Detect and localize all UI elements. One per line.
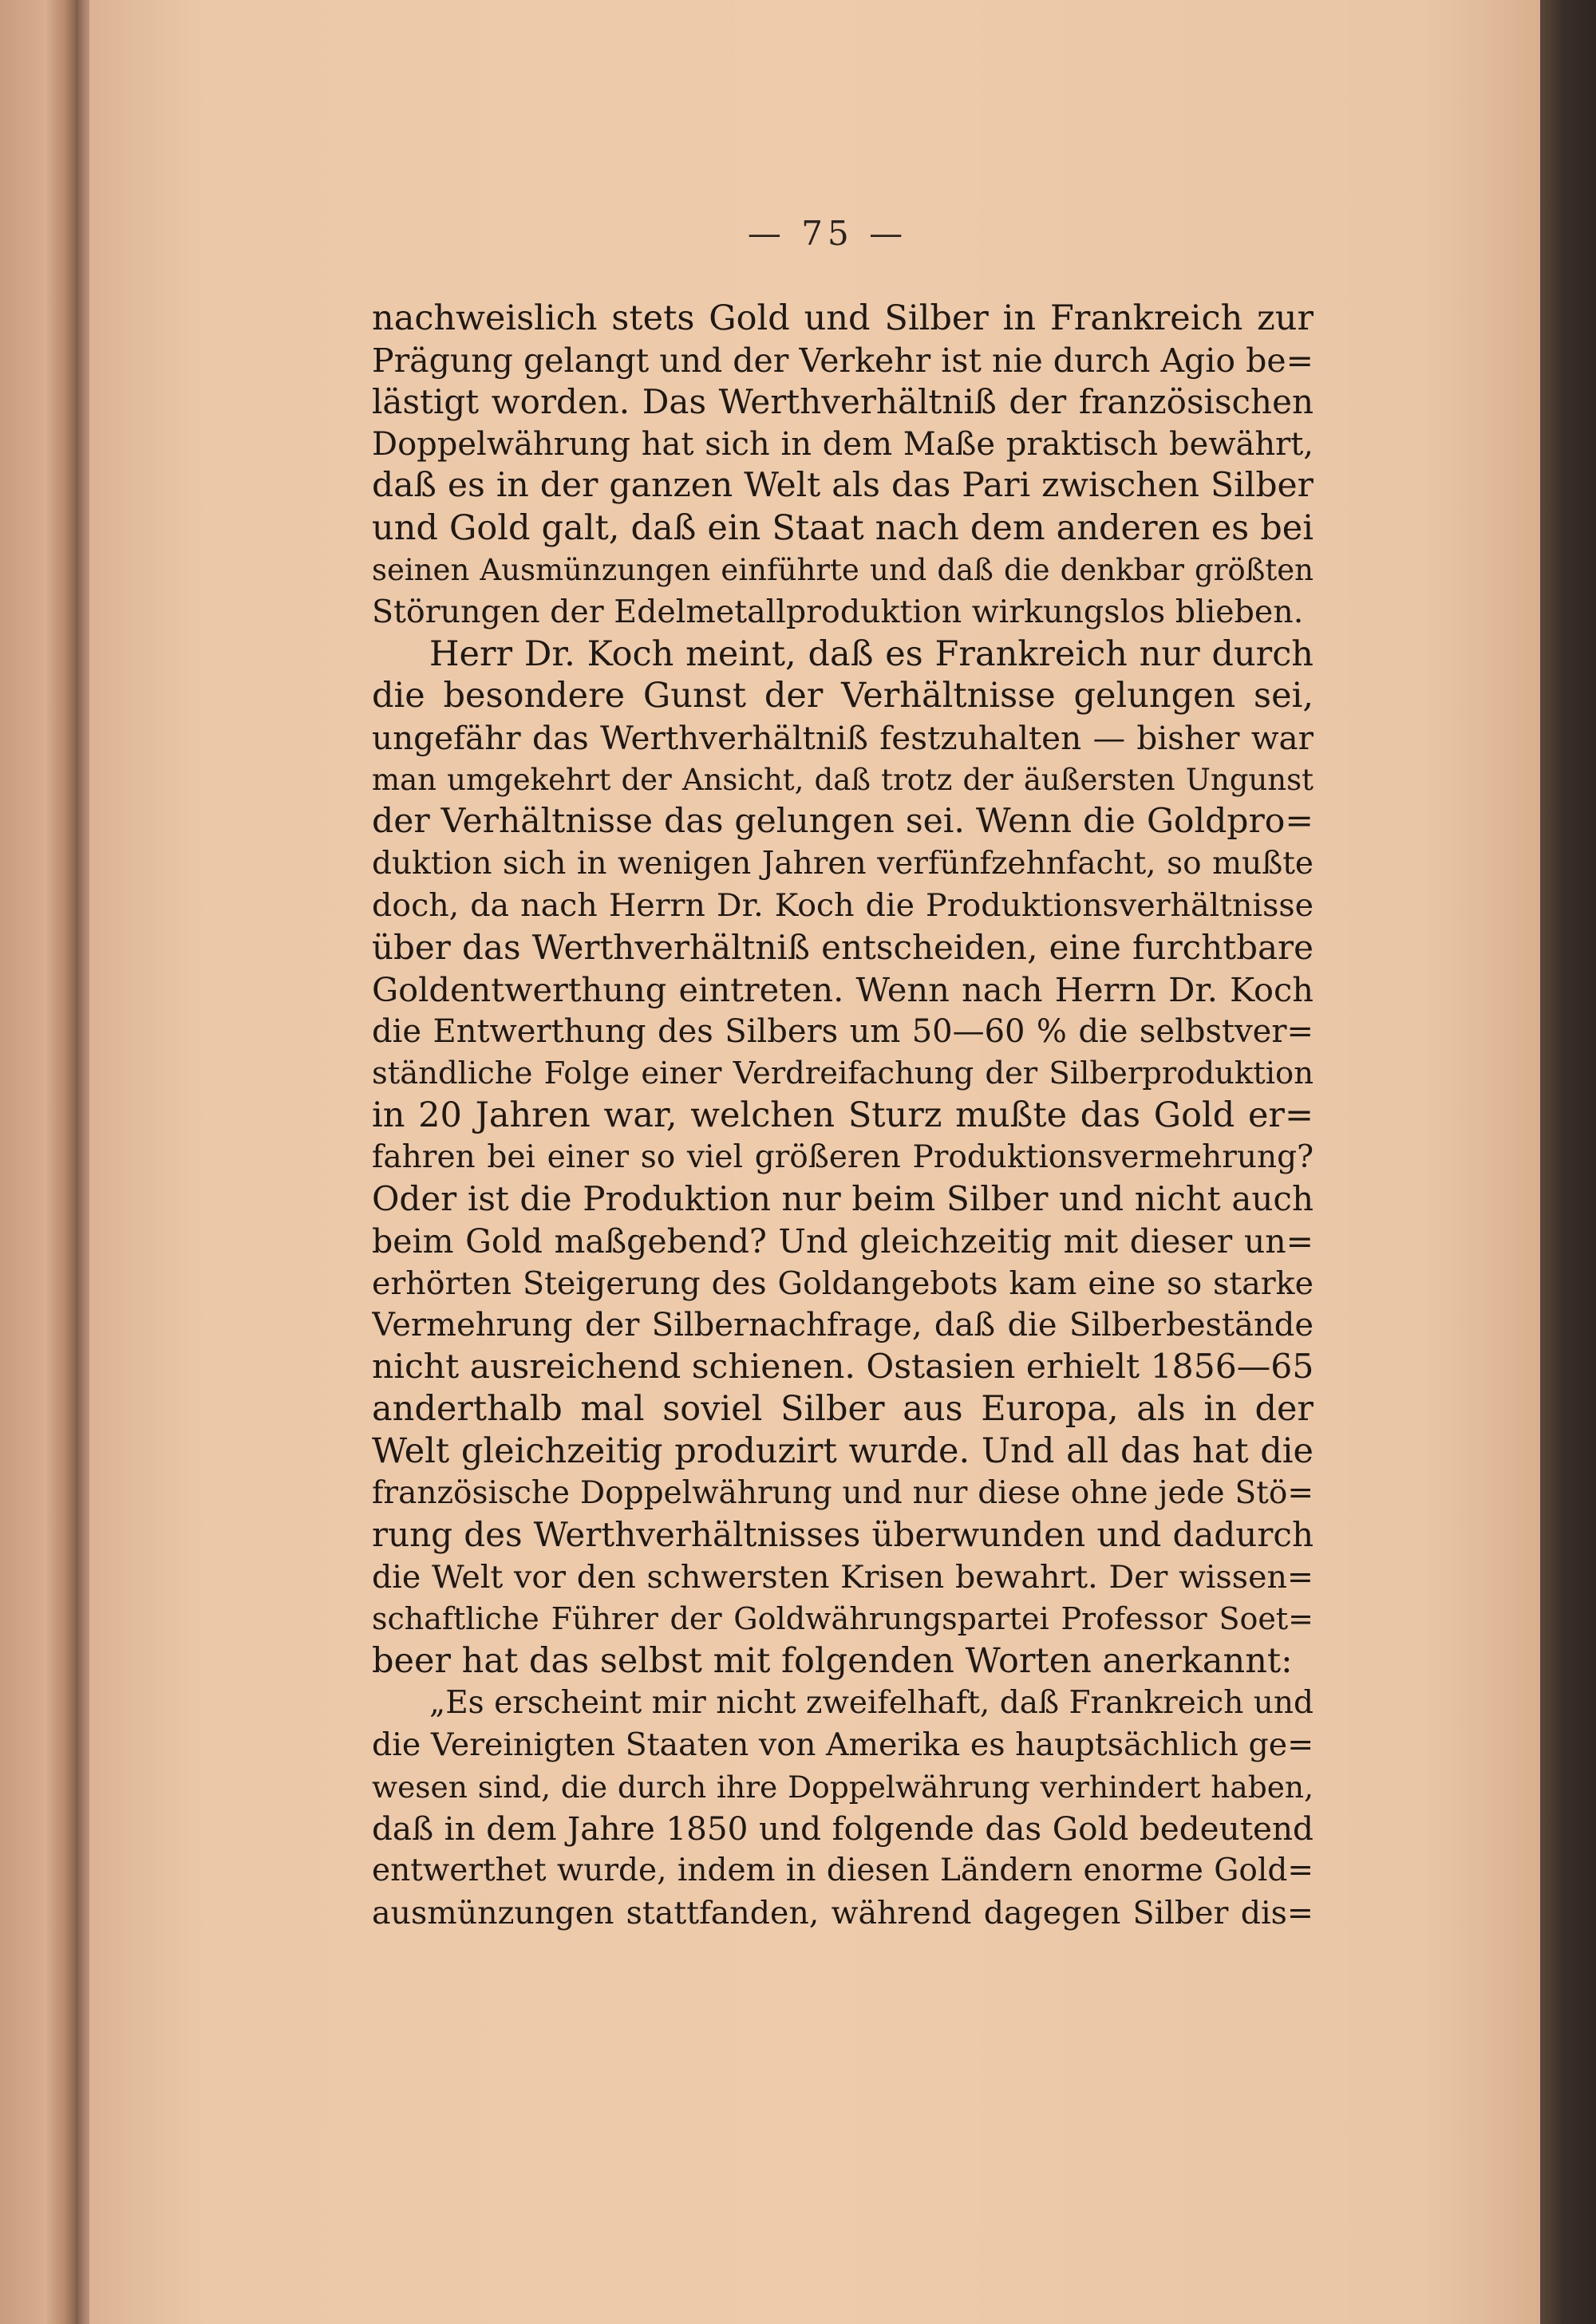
text-line: die Entwerthung des Silbers um 50—60 % die selbstver= bbox=[372, 1013, 1314, 1051]
text-line: Welt gleichzeitig produzirt wurde. Und all das hat die bbox=[372, 1431, 1314, 1472]
text-line: ungefähr das Werthverhältniß festzuhalten — bisher war bbox=[372, 718, 1314, 757]
text-line: rung des Werthverhältnisses überwunden und dadurch bbox=[372, 1515, 1314, 1555]
text-line: wesen sind, die durch ihre Doppelwährung verhindert haben, bbox=[372, 1769, 1314, 1805]
left-page-edge bbox=[0, 0, 76, 2324]
text-line: fahren bei einer so viel größeren Produktionsvermehrung? bbox=[372, 1138, 1314, 1175]
text-line: die besondere Gunst der Verhältnisse gelungen sei, bbox=[372, 676, 1314, 716]
text-line: Störungen der Edelmetallproduktion wirkungslos blieben. bbox=[372, 594, 1304, 631]
text-line: französische Doppelwährung und nur diese ohne jede Stö= bbox=[372, 1474, 1314, 1511]
text-line: seinen Ausmünzungen einführte und daß die denkbar größten bbox=[372, 552, 1314, 587]
text-line: daß es in der ganzen Welt als das Pari zwischen Silber bbox=[372, 466, 1314, 506]
right-background bbox=[1540, 0, 1596, 2324]
text-line: entwerthet wurde, indem in diesen Ländern enorme Gold= bbox=[372, 1852, 1314, 1888]
text-line: über das Werthverhältniß entscheiden, eine furchtbare bbox=[372, 927, 1314, 967]
text-line: Herr Dr. Koch meint, daß es Frankreich nur durch bbox=[429, 633, 1314, 674]
text-line: nicht ausreichend schienen. Ostasien erhielt 1856—65 bbox=[372, 1347, 1314, 1387]
text-line: nachweislich stets Gold und Silber in Frankreich zur bbox=[372, 298, 1314, 338]
text-line: schaftliche Führer der Goldwährungspartei Professor Soet= bbox=[372, 1601, 1314, 1637]
text-line: doch, da nach Herrn Dr. Koch die Produktionsverhältnisse bbox=[372, 887, 1314, 925]
text-line: erhörten Steigerung des Goldangebots kam eine so starke bbox=[372, 1265, 1314, 1302]
text-line: die Welt vor den schwersten Krisen bewahrt. Der wissen= bbox=[372, 1558, 1314, 1596]
body-text bbox=[372, 298, 1314, 1934]
text-line: anderthalb mal soviel Silber aus Europa, als in der bbox=[372, 1389, 1314, 1430]
page-number: — 75 — bbox=[747, 214, 908, 253]
text-line: ständliche Folge einer Verdreifachung der Silberproduktion bbox=[372, 1055, 1314, 1091]
text-line: „Es erscheint mir nicht zweifelhaft, daß Frankreich und bbox=[429, 1684, 1314, 1721]
text-line: daß in dem Jahre 1850 und folgende das Gold bedeutend bbox=[372, 1809, 1314, 1849]
text-line: Doppelwährung hat sich in dem Maße praktisch bewährt, bbox=[372, 425, 1314, 463]
text-line: ausmünzungen stattfanden, während dagegen Silber dis= bbox=[372, 1894, 1314, 1931]
book-page bbox=[89, 0, 1540, 2324]
text-line: Vermehrung der Silbernachfrage, daß die Silberbestände bbox=[372, 1307, 1314, 1344]
text-line: Goldentwerthung eintreten. Wenn nach Herrn Dr. Koch bbox=[372, 969, 1314, 1009]
text-line: lästigt worden. Das Werthverhältniß der französischen bbox=[372, 382, 1314, 422]
text-line: man umgekehrt der Ansicht, daß trotz der äußersten Ungunst bbox=[372, 762, 1314, 797]
text-line: beer hat das selbst mit folgenden Worten anerkannt: bbox=[372, 1641, 1293, 1681]
text-line: duktion sich in wenigen Jahren verfünfzehnfacht, so mußte bbox=[372, 845, 1314, 882]
text-line: beim Gold maßgebend? Und gleichzeitig mit dieser un= bbox=[372, 1222, 1314, 1261]
text-line: Oder ist die Produktion nur beim Silber und nicht auch bbox=[372, 1179, 1314, 1219]
text-line: in 20 Jahren war, welchen Sturz mußte das Gold er= bbox=[372, 1095, 1314, 1136]
text-line: Prägung gelangt und der Verkehr ist nie durch Agio be= bbox=[372, 341, 1314, 380]
text-line: der Verhältnisse das gelungen sei. Wenn die Goldpro= bbox=[372, 802, 1314, 842]
text-line: die Vereinigten Staaten von Amerika es hauptsächlich ge= bbox=[372, 1726, 1314, 1764]
text-line: und Gold galt, daß ein Staat nach dem anderen es bei bbox=[372, 507, 1314, 548]
